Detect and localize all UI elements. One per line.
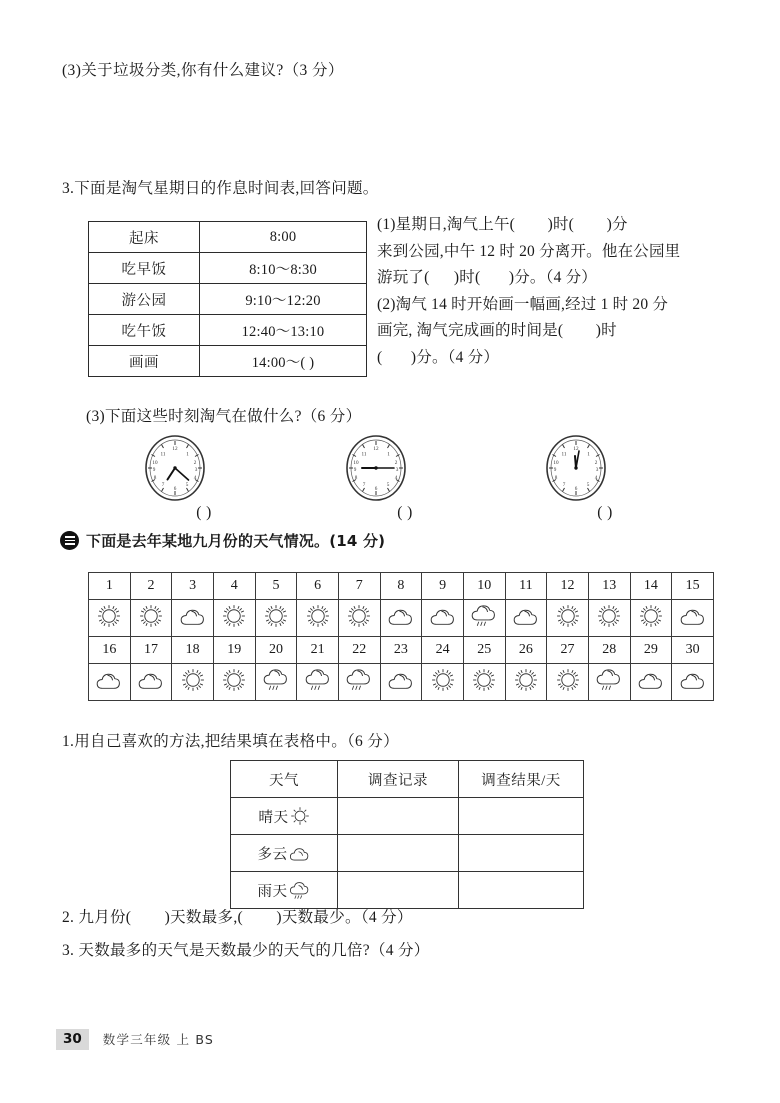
survey-cell-result[interactable]	[459, 798, 584, 835]
sun-icon	[221, 667, 247, 693]
weather-question2: 2. 九月份( )天数最多,( )天数最少。（4 分）	[62, 909, 413, 926]
clock-face-icon	[545, 434, 665, 502]
rain-icon	[595, 665, 623, 695]
subquestion-line: ( )分。（4 分）	[377, 348, 500, 366]
svg-text:4: 4	[193, 475, 197, 481]
table-row	[231, 835, 584, 872]
calendar-day-number: 21	[297, 637, 339, 664]
schedule-time: 12:40～13:10	[200, 315, 367, 346]
svg-text:3: 3	[595, 467, 599, 473]
calendar-day-number: 10	[463, 573, 505, 600]
calendar-day-number: 6	[297, 573, 339, 600]
question3-subquestions	[377, 212, 777, 371]
question3-clock-prompt: (3)下面这些时刻淘气在做什么?（6 分）	[86, 408, 362, 425]
calendar-weather-cell	[422, 664, 464, 701]
survey-cell-result[interactable]	[459, 872, 584, 909]
svg-text:5: 5	[586, 482, 590, 488]
calendar-day-number: 12	[547, 573, 589, 600]
calendar-day-number: 7	[338, 573, 380, 600]
cloud-icon	[429, 604, 457, 628]
sun-icon	[138, 603, 164, 629]
calendar-weather-cell	[255, 664, 297, 701]
svg-text:1: 1	[387, 451, 390, 458]
cloud-icon	[387, 668, 415, 692]
cloud-icon	[95, 668, 123, 692]
calendar-day-number: 23	[380, 637, 422, 664]
calendar-weather-cell	[547, 664, 589, 701]
cloud-icon	[179, 604, 207, 628]
clock-1-svg	[144, 434, 206, 502]
calendar-weather-cell	[172, 600, 214, 637]
svg-text:1: 1	[186, 451, 189, 458]
cloud-icon	[512, 604, 540, 628]
svg-text:8: 8	[153, 475, 157, 481]
calendar-day-number: 29	[630, 637, 672, 664]
svg-text:11: 11	[561, 451, 567, 458]
calendar-weather-cell	[672, 664, 714, 701]
subquestion-line: 来到公园,中午 12 时 20 分离开。他在公园里	[377, 242, 681, 260]
calendar-weather-cell	[297, 664, 339, 701]
calendar-weather-cell	[213, 600, 255, 637]
calendar-day-number: 30	[672, 637, 714, 664]
calendar-weather-cell	[89, 664, 131, 701]
calendar-weather-cell	[213, 664, 255, 701]
sun-icon	[638, 603, 664, 629]
calendar-weather-cell	[89, 600, 131, 637]
rain-icon	[262, 665, 290, 695]
svg-text:6: 6	[374, 486, 378, 492]
carry-over-question: (3)关于垃圾分类,你有什么建议?（3 分）	[62, 62, 344, 79]
schedule-time-blank[interactable]: 14:00～( )	[200, 346, 367, 377]
calendar-day-number: 26	[505, 637, 547, 664]
svg-text:8: 8	[354, 475, 358, 481]
table-row-days	[89, 637, 714, 664]
calendar-day-number: 24	[422, 637, 464, 664]
weather-calendar-body	[89, 573, 714, 701]
table-row-days	[89, 573, 714, 600]
weather-question3: 3. 天数最多的天气是天数最少的天气的几倍?（4 分）	[62, 942, 430, 959]
cloud-icon	[679, 604, 707, 628]
sun-icon	[180, 667, 206, 693]
question3-heading-text: 下面是淘气星期日的作息时间表,回答问题。	[74, 180, 379, 197]
calendar-weather-cell	[255, 600, 297, 637]
svg-text:1: 1	[587, 451, 590, 458]
sun-icon	[305, 603, 331, 629]
subquestion-line: 画完, 淘气完成画的时间是( )时	[377, 322, 617, 339]
sun-icon	[555, 603, 581, 629]
calendar-weather-cell	[380, 664, 422, 701]
weather-question1: 1.用自己喜欢的方法,把结果填在表格中。（6 分）	[62, 733, 399, 750]
section-number-badge	[60, 531, 79, 550]
calendar-weather-cell	[588, 600, 630, 637]
subquestion-line: 游玩了( )时( )分。（4 分）	[377, 269, 597, 286]
calendar-weather-cell	[130, 664, 172, 701]
question3-number: 3.	[62, 180, 75, 197]
clock-face-icon	[345, 434, 465, 502]
calendar-weather-cell	[130, 600, 172, 637]
rain-icon	[345, 665, 373, 695]
svg-text:12: 12	[172, 446, 178, 452]
calendar-day-number: 22	[338, 637, 380, 664]
calendar-weather-cell	[547, 600, 589, 637]
clock-3-svg	[545, 434, 607, 502]
clock-answer-blank[interactable]: ( )	[196, 504, 212, 521]
table-header-row	[231, 761, 584, 798]
table-row	[89, 315, 367, 346]
calendar-day-number: 14	[630, 573, 672, 600]
sun-icon	[555, 667, 581, 693]
clock-face-icon	[144, 434, 264, 502]
survey-table-body	[231, 761, 584, 909]
clock-item	[144, 434, 264, 522]
weather-calendar-table	[88, 572, 714, 701]
clock-answer-blank[interactable]: ( )	[397, 504, 413, 521]
sun-icon	[263, 603, 289, 629]
calendar-weather-cell	[380, 600, 422, 637]
rain-icon	[289, 879, 311, 901]
svg-text:9: 9	[152, 467, 156, 473]
svg-text:7: 7	[562, 482, 566, 488]
svg-text:4: 4	[394, 475, 398, 481]
rain-icon	[470, 601, 498, 631]
schedule-table-body	[89, 222, 367, 377]
page-number: 30	[56, 1029, 89, 1050]
svg-text:8: 8	[554, 475, 558, 481]
sun-icon	[221, 603, 247, 629]
calendar-day-number: 5	[255, 573, 297, 600]
svg-text:5: 5	[386, 482, 390, 488]
cloud-icon	[679, 668, 707, 692]
survey-cell-record[interactable]	[338, 798, 459, 835]
svg-text:2: 2	[394, 460, 398, 466]
schedule-time: 8:00	[200, 222, 367, 253]
survey-row-label-sunny	[231, 798, 338, 835]
clock-answer-blank[interactable]: ( )	[597, 504, 613, 521]
survey-cell-result[interactable]	[459, 835, 584, 872]
schedule-activity: 吃午饭	[89, 315, 200, 346]
survey-row-label-text: 晴天	[258, 809, 289, 826]
survey-table	[230, 760, 584, 909]
svg-text:2: 2	[594, 460, 598, 466]
cloud-icon	[637, 668, 665, 692]
table-row-weather	[89, 600, 714, 637]
cloud-icon	[289, 843, 311, 863]
calendar-day-number: 1	[89, 573, 131, 600]
svg-text:6: 6	[173, 486, 177, 492]
sun-icon	[471, 667, 497, 693]
clock-item	[545, 434, 665, 522]
calendar-weather-cell	[463, 664, 505, 701]
calendar-weather-cell	[505, 600, 547, 637]
calendar-weather-cell	[338, 664, 380, 701]
svg-text:11: 11	[160, 451, 166, 458]
calendar-day-number: 9	[422, 573, 464, 600]
schedule-time: 8:10～8:30	[200, 253, 367, 284]
calendar-weather-cell	[672, 600, 714, 637]
cloud-icon	[387, 604, 415, 628]
section-title: 下面是去年某地九月份的天气情况。(14 分)	[86, 532, 386, 550]
survey-row-label-cloudy	[231, 835, 338, 872]
schedule-activity: 起床	[89, 222, 200, 253]
calendar-day-number: 17	[130, 637, 172, 664]
survey-cell-record[interactable]	[338, 872, 459, 909]
calendar-weather-cell	[297, 600, 339, 637]
svg-text:6: 6	[574, 486, 578, 492]
svg-text:2: 2	[193, 460, 197, 466]
table-row	[89, 284, 367, 315]
clock-row	[0, 434, 780, 529]
calendar-day-number: 13	[588, 573, 630, 600]
table-row	[231, 872, 584, 909]
svg-text:7: 7	[362, 482, 366, 488]
question3-heading	[62, 176, 379, 198]
svg-text:7: 7	[161, 482, 165, 488]
table-row	[231, 798, 584, 835]
calendar-day-number: 15	[672, 573, 714, 600]
survey-cell-record[interactable]	[338, 835, 459, 872]
svg-text:5: 5	[185, 482, 189, 488]
calendar-day-number: 18	[172, 637, 214, 664]
table-row-weather	[89, 664, 714, 701]
clock-item	[345, 434, 465, 522]
page-footer	[56, 1029, 214, 1050]
schedule-table	[88, 221, 367, 377]
calendar-weather-cell	[630, 600, 672, 637]
calendar-day-number: 11	[505, 573, 547, 600]
survey-row-label-rainy	[231, 872, 338, 909]
calendar-weather-cell	[463, 600, 505, 637]
calendar-weather-cell	[505, 664, 547, 701]
calendar-day-number: 4	[213, 573, 255, 600]
section-heading	[60, 530, 385, 551]
calendar-weather-cell	[630, 664, 672, 701]
survey-row-label-text: 雨天	[257, 883, 288, 900]
subquestion-line: (2)淘气 14 时开始画一幅画,经过 1 时 20 分	[377, 295, 669, 313]
svg-text:12: 12	[573, 446, 579, 452]
svg-text:10: 10	[353, 460, 359, 466]
footer-book-title: 数学三年级 上 BS	[102, 1031, 215, 1047]
calendar-day-number: 16	[89, 637, 131, 664]
sun-icon	[513, 667, 539, 693]
svg-text:4: 4	[594, 475, 598, 481]
cloud-icon	[137, 668, 165, 692]
survey-header-result: 调查结果/天	[459, 761, 584, 798]
survey-header-weather: 天气	[231, 761, 338, 798]
schedule-time: 9:10～12:20	[200, 284, 367, 315]
rain-icon	[304, 665, 332, 695]
svg-text:12: 12	[373, 446, 379, 452]
svg-text:3: 3	[194, 467, 198, 473]
subquestion-line: (1)星期日,淘气上午( )时( )分	[377, 216, 628, 233]
table-row	[89, 253, 367, 284]
schedule-activity: 游公园	[89, 284, 200, 315]
clock-2-svg	[345, 434, 407, 502]
calendar-day-number: 20	[255, 637, 297, 664]
calendar-day-number: 19	[213, 637, 255, 664]
schedule-activity: 吃早饭	[89, 253, 200, 284]
svg-text:11: 11	[361, 451, 367, 458]
survey-header-record: 调查记录	[338, 761, 459, 798]
sun-icon	[346, 603, 372, 629]
sun-icon	[290, 806, 310, 826]
survey-row-label-text: 多云	[257, 846, 288, 863]
svg-text:3: 3	[395, 467, 399, 473]
table-row	[89, 346, 367, 377]
calendar-weather-cell	[422, 600, 464, 637]
calendar-day-number: 8	[380, 573, 422, 600]
calendar-day-number: 28	[588, 637, 630, 664]
schedule-activity: 画画	[89, 346, 200, 377]
calendar-weather-cell	[172, 664, 214, 701]
calendar-weather-cell	[338, 600, 380, 637]
calendar-day-number: 25	[463, 637, 505, 664]
svg-text:9: 9	[553, 467, 557, 473]
table-row	[89, 222, 367, 253]
svg-text:10: 10	[553, 460, 559, 466]
calendar-day-number: 27	[547, 637, 589, 664]
sun-icon	[596, 603, 622, 629]
sun-icon	[96, 603, 122, 629]
calendar-day-number: 3	[172, 573, 214, 600]
calendar-day-number: 2	[130, 573, 172, 600]
svg-text:9: 9	[353, 467, 357, 473]
calendar-weather-cell	[588, 664, 630, 701]
svg-text:10: 10	[152, 460, 158, 466]
sun-icon	[430, 667, 456, 693]
